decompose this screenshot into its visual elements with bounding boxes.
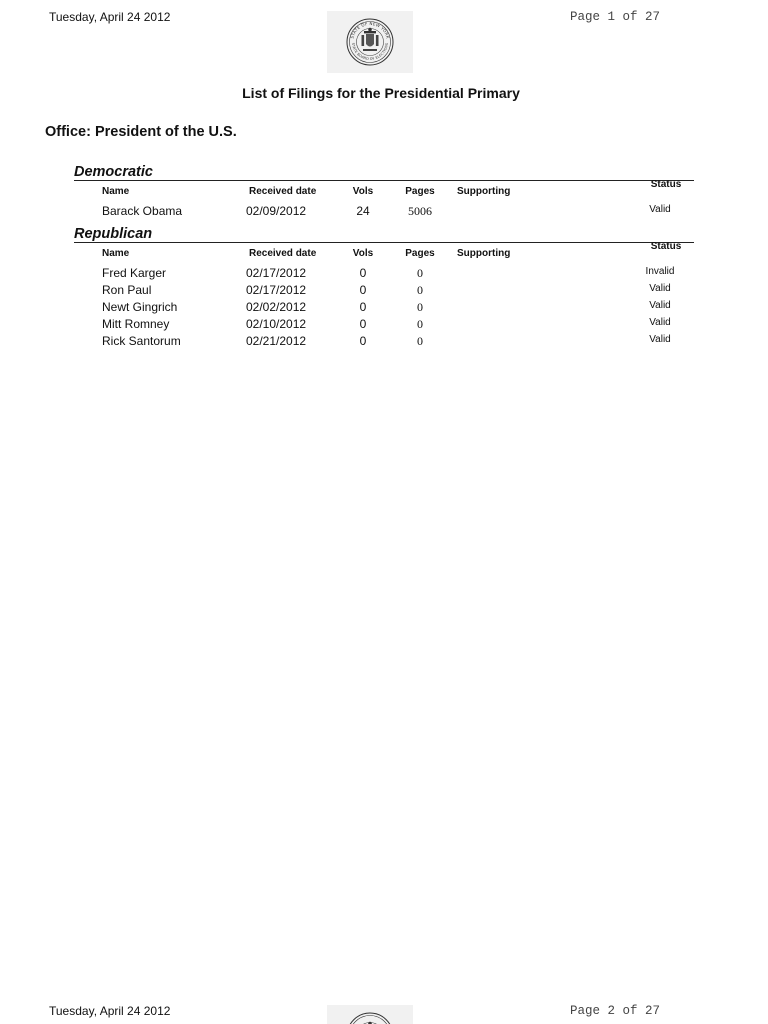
svg-text:STATE OF NEW YORK: STATE OF NEW YORK [349,20,391,40]
row-received-date: 02/09/2012 [246,204,307,218]
column-header-name: Name [102,186,130,197]
state-seal-icon [345,17,395,67]
state-seal-icon [345,1011,395,1024]
row-name: Newt Gingrich [102,300,178,314]
row-vols: 0 [359,266,367,280]
column-header-status: Status [650,179,682,190]
column-header-name: Name [102,248,130,259]
row-pages: 5006 [408,204,432,218]
row-pages: 0 [417,334,423,348]
row-pages: 0 [417,300,423,314]
row-vols: 0 [359,300,367,314]
row-status: Valid [649,204,671,215]
party-heading-republican: Republican [74,226,153,242]
next-page-header-date: Tuesday, April 24 2012 [49,1004,171,1018]
row-status: Valid [649,300,671,311]
seal-box [327,11,413,73]
header-page-number: Page 1 of 27 [570,10,661,24]
header-date: Tuesday, April 24 2012 [49,10,171,24]
column-header-received-date: Received date [249,248,317,259]
row-status: Valid [649,283,671,294]
row-name: Fred Karger [102,266,167,280]
row-pages: 0 [417,283,423,297]
office-line: Office: President of the U.S. [45,124,237,140]
party-divider [74,242,694,243]
office-label: Office [45,124,87,140]
row-name: Barack Obama [102,204,183,218]
row-received-date: 02/21/2012 [246,334,307,348]
row-status: Invalid [645,266,675,277]
row-pages: 0 [417,317,423,331]
next-page-header-page-number: Page 2 of 27 [570,1004,661,1018]
row-vols: 0 [359,334,367,348]
svg-text:STATE BOARD OF ELECTIONS: STATE BOARD OF ELECTIONS [350,42,390,62]
row-pages: 0 [417,266,423,280]
row-received-date: 02/10/2012 [246,317,307,331]
office-value: President of the U.S. [94,124,237,140]
row-status: Valid [649,317,671,328]
document-title: List of Filings for the Presidential Primary [242,85,520,101]
next-page-seal-box [327,1005,413,1024]
party-divider [74,180,694,181]
column-header-received-date: Received date [249,186,317,197]
row-name: Ron Paul [102,283,152,297]
row-vols: 0 [359,317,367,331]
row-vols: 24 [356,204,370,218]
row-received-date: 02/02/2012 [246,300,307,314]
row-vols: 0 [359,283,367,297]
row-name: Mitt Romney [102,317,170,331]
column-header-pages: Pages [405,248,435,259]
row-status: Valid [649,334,671,345]
column-header-vols: Vols [352,248,374,259]
column-header-vols: Vols [352,186,374,197]
party-heading-democratic: Democratic [74,164,153,180]
column-header-supporting: Supporting [457,186,511,197]
row-received-date: 02/17/2012 [246,266,307,280]
row-received-date: 02/17/2012 [246,283,307,297]
column-header-status: Status [650,241,682,252]
column-header-pages: Pages [405,186,435,197]
column-header-supporting: Supporting [457,248,511,259]
row-name: Rick Santorum [102,334,181,348]
